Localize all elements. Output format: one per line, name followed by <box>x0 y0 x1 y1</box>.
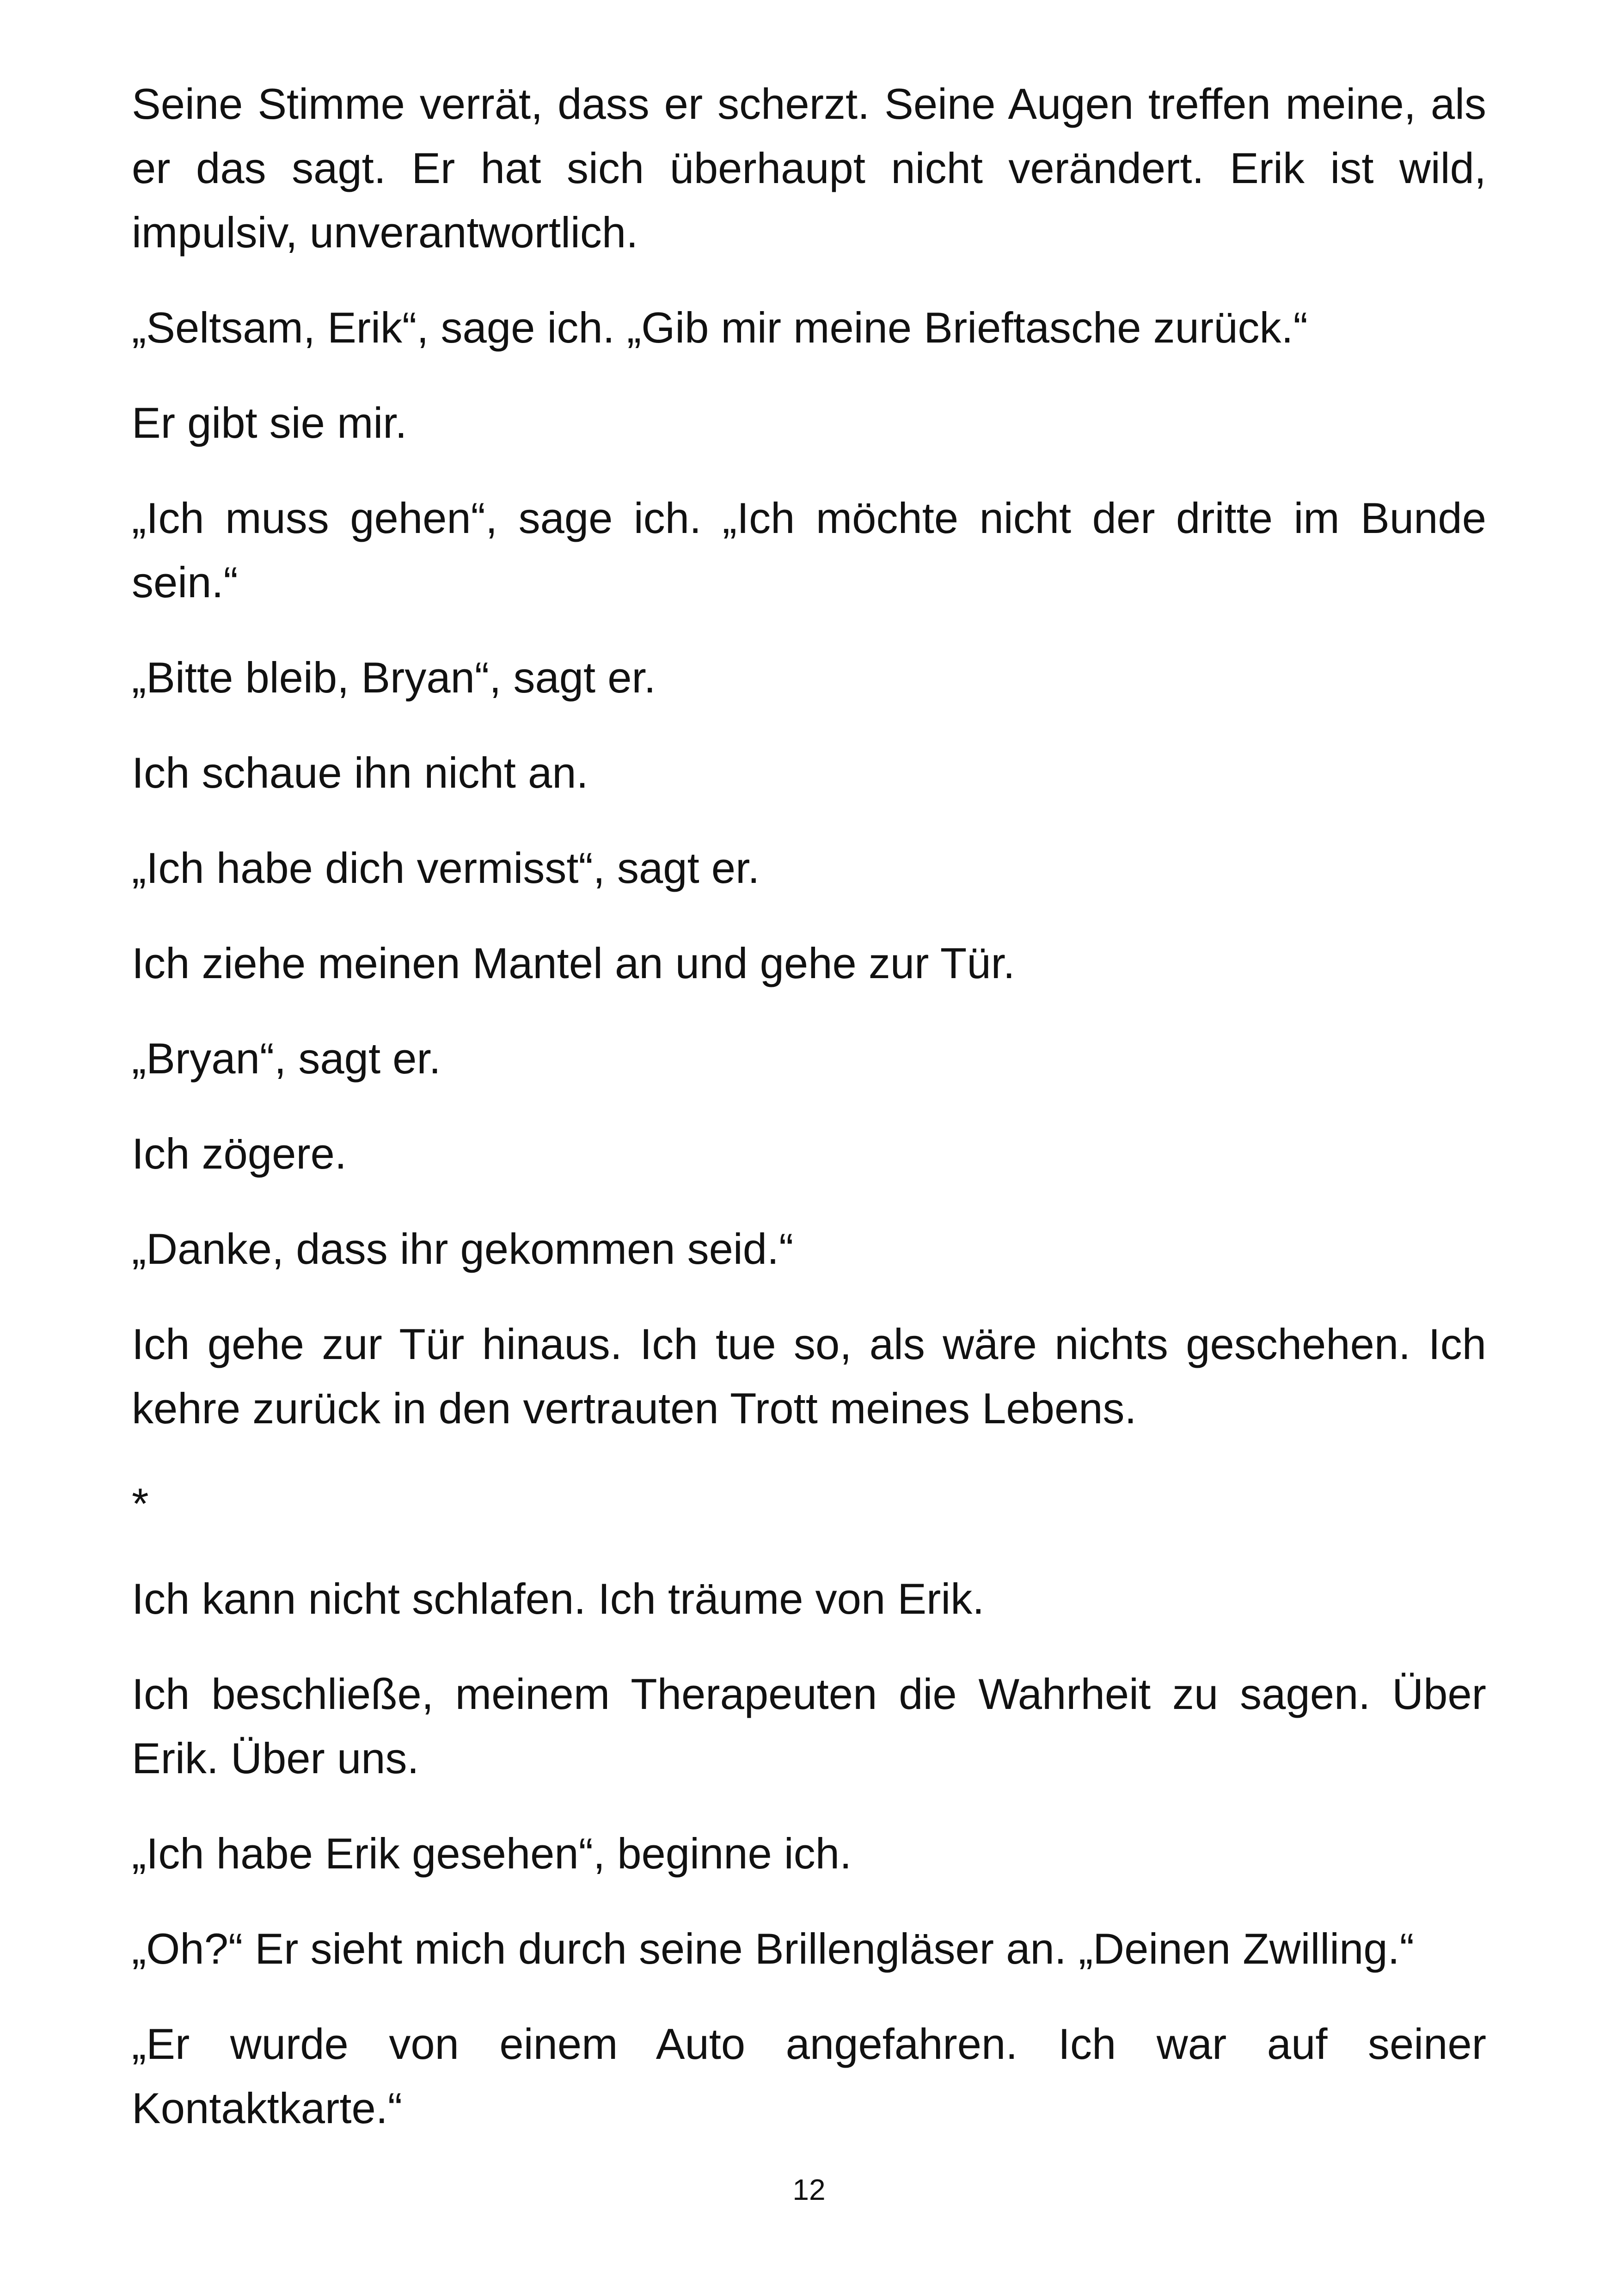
paragraph: Er gibt sie mir. <box>132 398 407 447</box>
paragraph: „Er wurde von einem Auto angefahren. Ich war auf seiner Kontaktkarte.“ <box>132 2020 1486 2132</box>
paragraph: „Oh?“ Er sieht mich durch seine Brillengläser an. „Deinen Zwilling.“ <box>132 1924 1415 1973</box>
paragraph: Ich beschließe, meinem Therapeuten die Wahrheit zu sagen. Über Erik. Über uns. <box>132 1670 1486 1782</box>
body-text <box>132 72 1486 2171</box>
paragraph: „Danke, dass ihr gekommen seid.“ <box>132 1225 794 1273</box>
paragraph: „Seltsam, Erik“, sage ich. „Gib mir meine Brieftasche zurück.“ <box>132 303 1308 352</box>
paragraph: Ich schaue ihn nicht an. <box>132 748 588 797</box>
paragraph: „Ich muss gehen“, sage ich. „Ich möchte nicht der dritte im Bunde sein.“ <box>132 494 1486 606</box>
paragraph: „Bitte bleib, Bryan“, sagt er. <box>132 653 656 702</box>
scene-break: * <box>132 1479 149 1528</box>
paragraph: „Ich habe Erik gesehen“, beginne ich. <box>132 1829 852 1878</box>
page-number: 12 <box>792 2173 826 2206</box>
paragraph: Ich kann nicht schlafen. Ich träume von Erik. <box>132 1574 985 1623</box>
paragraph: Ich gehe zur Tür hinaus. Ich tue so, als wäre nichts geschehen. Ich kehre zurück in den vertrauten Trott meines Lebens. <box>132 1320 1486 1433</box>
paragraph: Ich ziehe meinen Mantel an und gehe zur Tür. <box>132 939 1015 987</box>
paragraph: Ich zögere. <box>132 1129 347 1178</box>
paragraph: „Bryan“, sagt er. <box>132 1034 441 1083</box>
paragraph: Seine Stimme verrät, dass er scherzt. Seine Augen treffen meine, als er das sagt. Er hat sich überhaupt nicht verändert. Erik ist wild, impulsiv, unverantwortlich. <box>132 80 1486 257</box>
paragraph: „Ich habe dich vermisst“, sagt er. <box>132 844 760 892</box>
